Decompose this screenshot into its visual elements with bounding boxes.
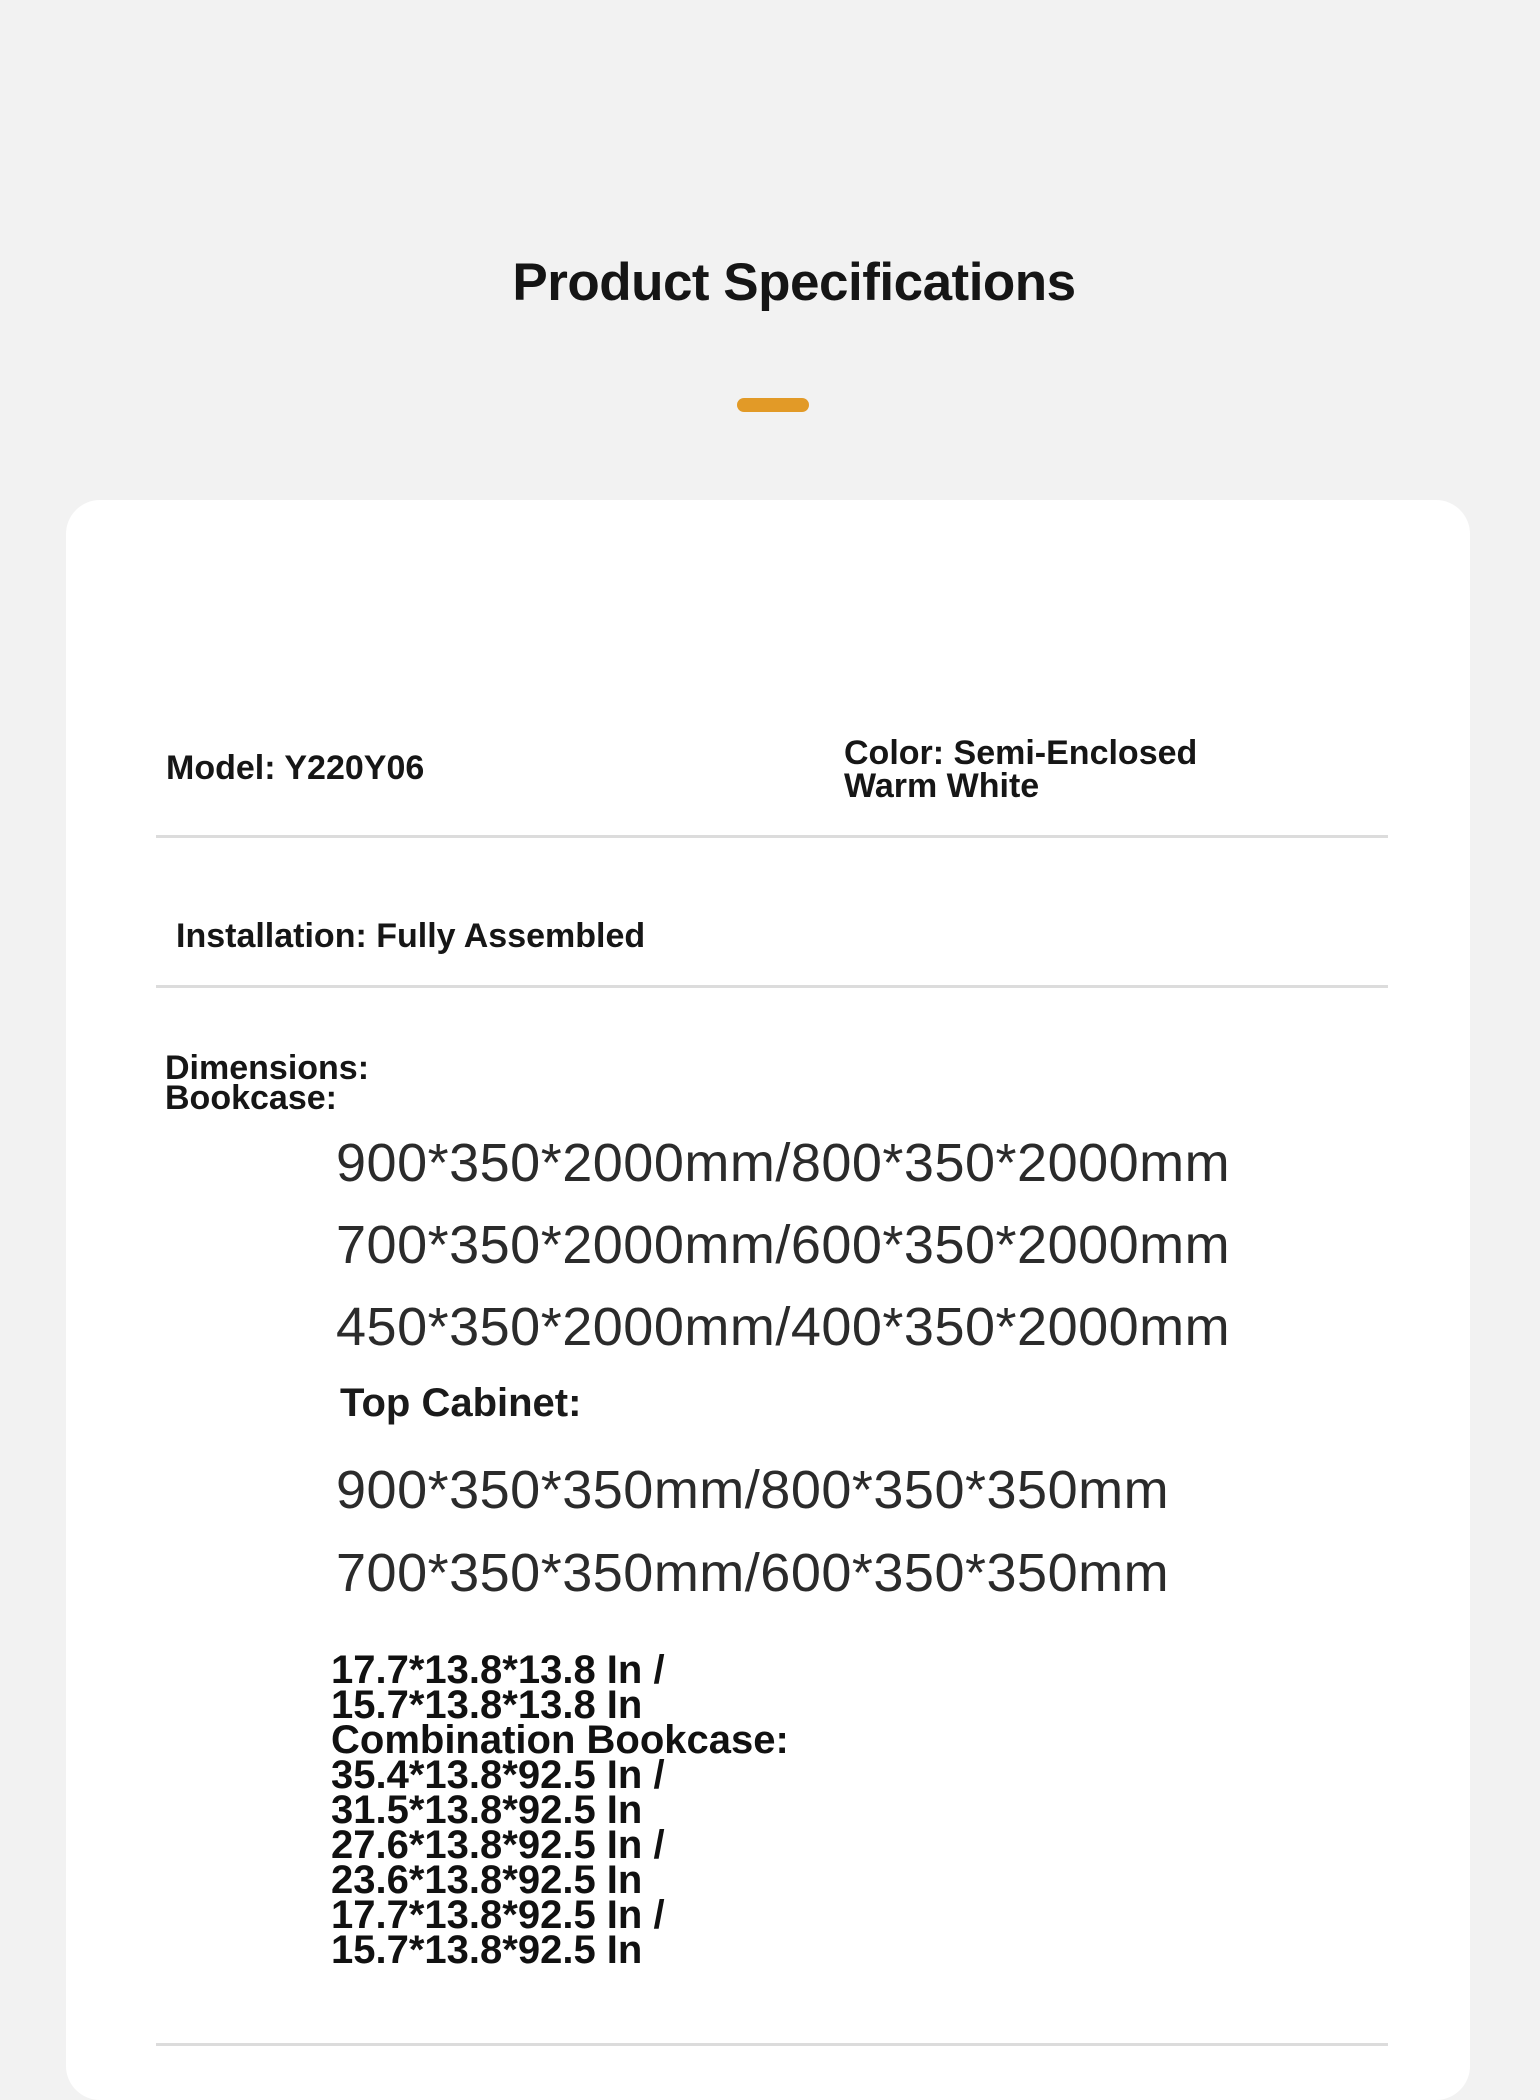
top-cabinet-label: Top Cabinet: xyxy=(340,1381,582,1425)
bookcase-size-line: 900*350*2000mm/800*350*2000mm xyxy=(336,1133,1231,1193)
inch-line: 35.4*13.8*92.5 In / xyxy=(331,1753,665,1797)
color-label-line1: Color: Semi-Enclosed xyxy=(844,734,1198,772)
title-accent-bar xyxy=(737,398,809,412)
top-cabinet-size-line: 700*350*350mm/600*350*350mm xyxy=(336,1543,1170,1603)
divider-1 xyxy=(156,835,1388,838)
inch-line: 31.5*13.8*92.5 In xyxy=(331,1788,643,1832)
inch-line: 27.6*13.8*92.5 In / xyxy=(331,1823,665,1867)
inch-line: 15.7*13.8*92.5 In xyxy=(331,1928,643,1972)
inch-line: 17.7*13.8*92.5 In / xyxy=(331,1893,665,1937)
combination-bookcase-label: Combination Bookcase: xyxy=(331,1718,789,1762)
divider-2 xyxy=(156,985,1388,988)
bookcase-label: Bookcase: xyxy=(165,1079,337,1117)
model-label: Model: Y220Y06 xyxy=(166,749,425,787)
bookcase-size-line: 450*350*2000mm/400*350*2000mm xyxy=(336,1297,1231,1357)
inch-line: 23.6*13.8*92.5 In xyxy=(331,1858,643,1902)
inch-line: 17.7*13.8*13.8 In / xyxy=(331,1648,665,1692)
inch-line: 15.7*13.8*13.8 In xyxy=(331,1683,643,1727)
inch-dimensions-block xyxy=(331,1648,789,1972)
dimensions-label: Dimensions: xyxy=(165,1049,370,1087)
page-title: Product Specifications xyxy=(512,253,1076,312)
bookcase-size-line: 700*350*2000mm/600*350*2000mm xyxy=(336,1215,1231,1275)
color-label-line2: Warm White xyxy=(844,767,1040,805)
installation-label: Installation: Fully Assembled xyxy=(176,917,646,955)
divider-3 xyxy=(156,2043,1388,2046)
top-cabinet-size-line: 900*350*350mm/800*350*350mm xyxy=(336,1460,1170,1520)
